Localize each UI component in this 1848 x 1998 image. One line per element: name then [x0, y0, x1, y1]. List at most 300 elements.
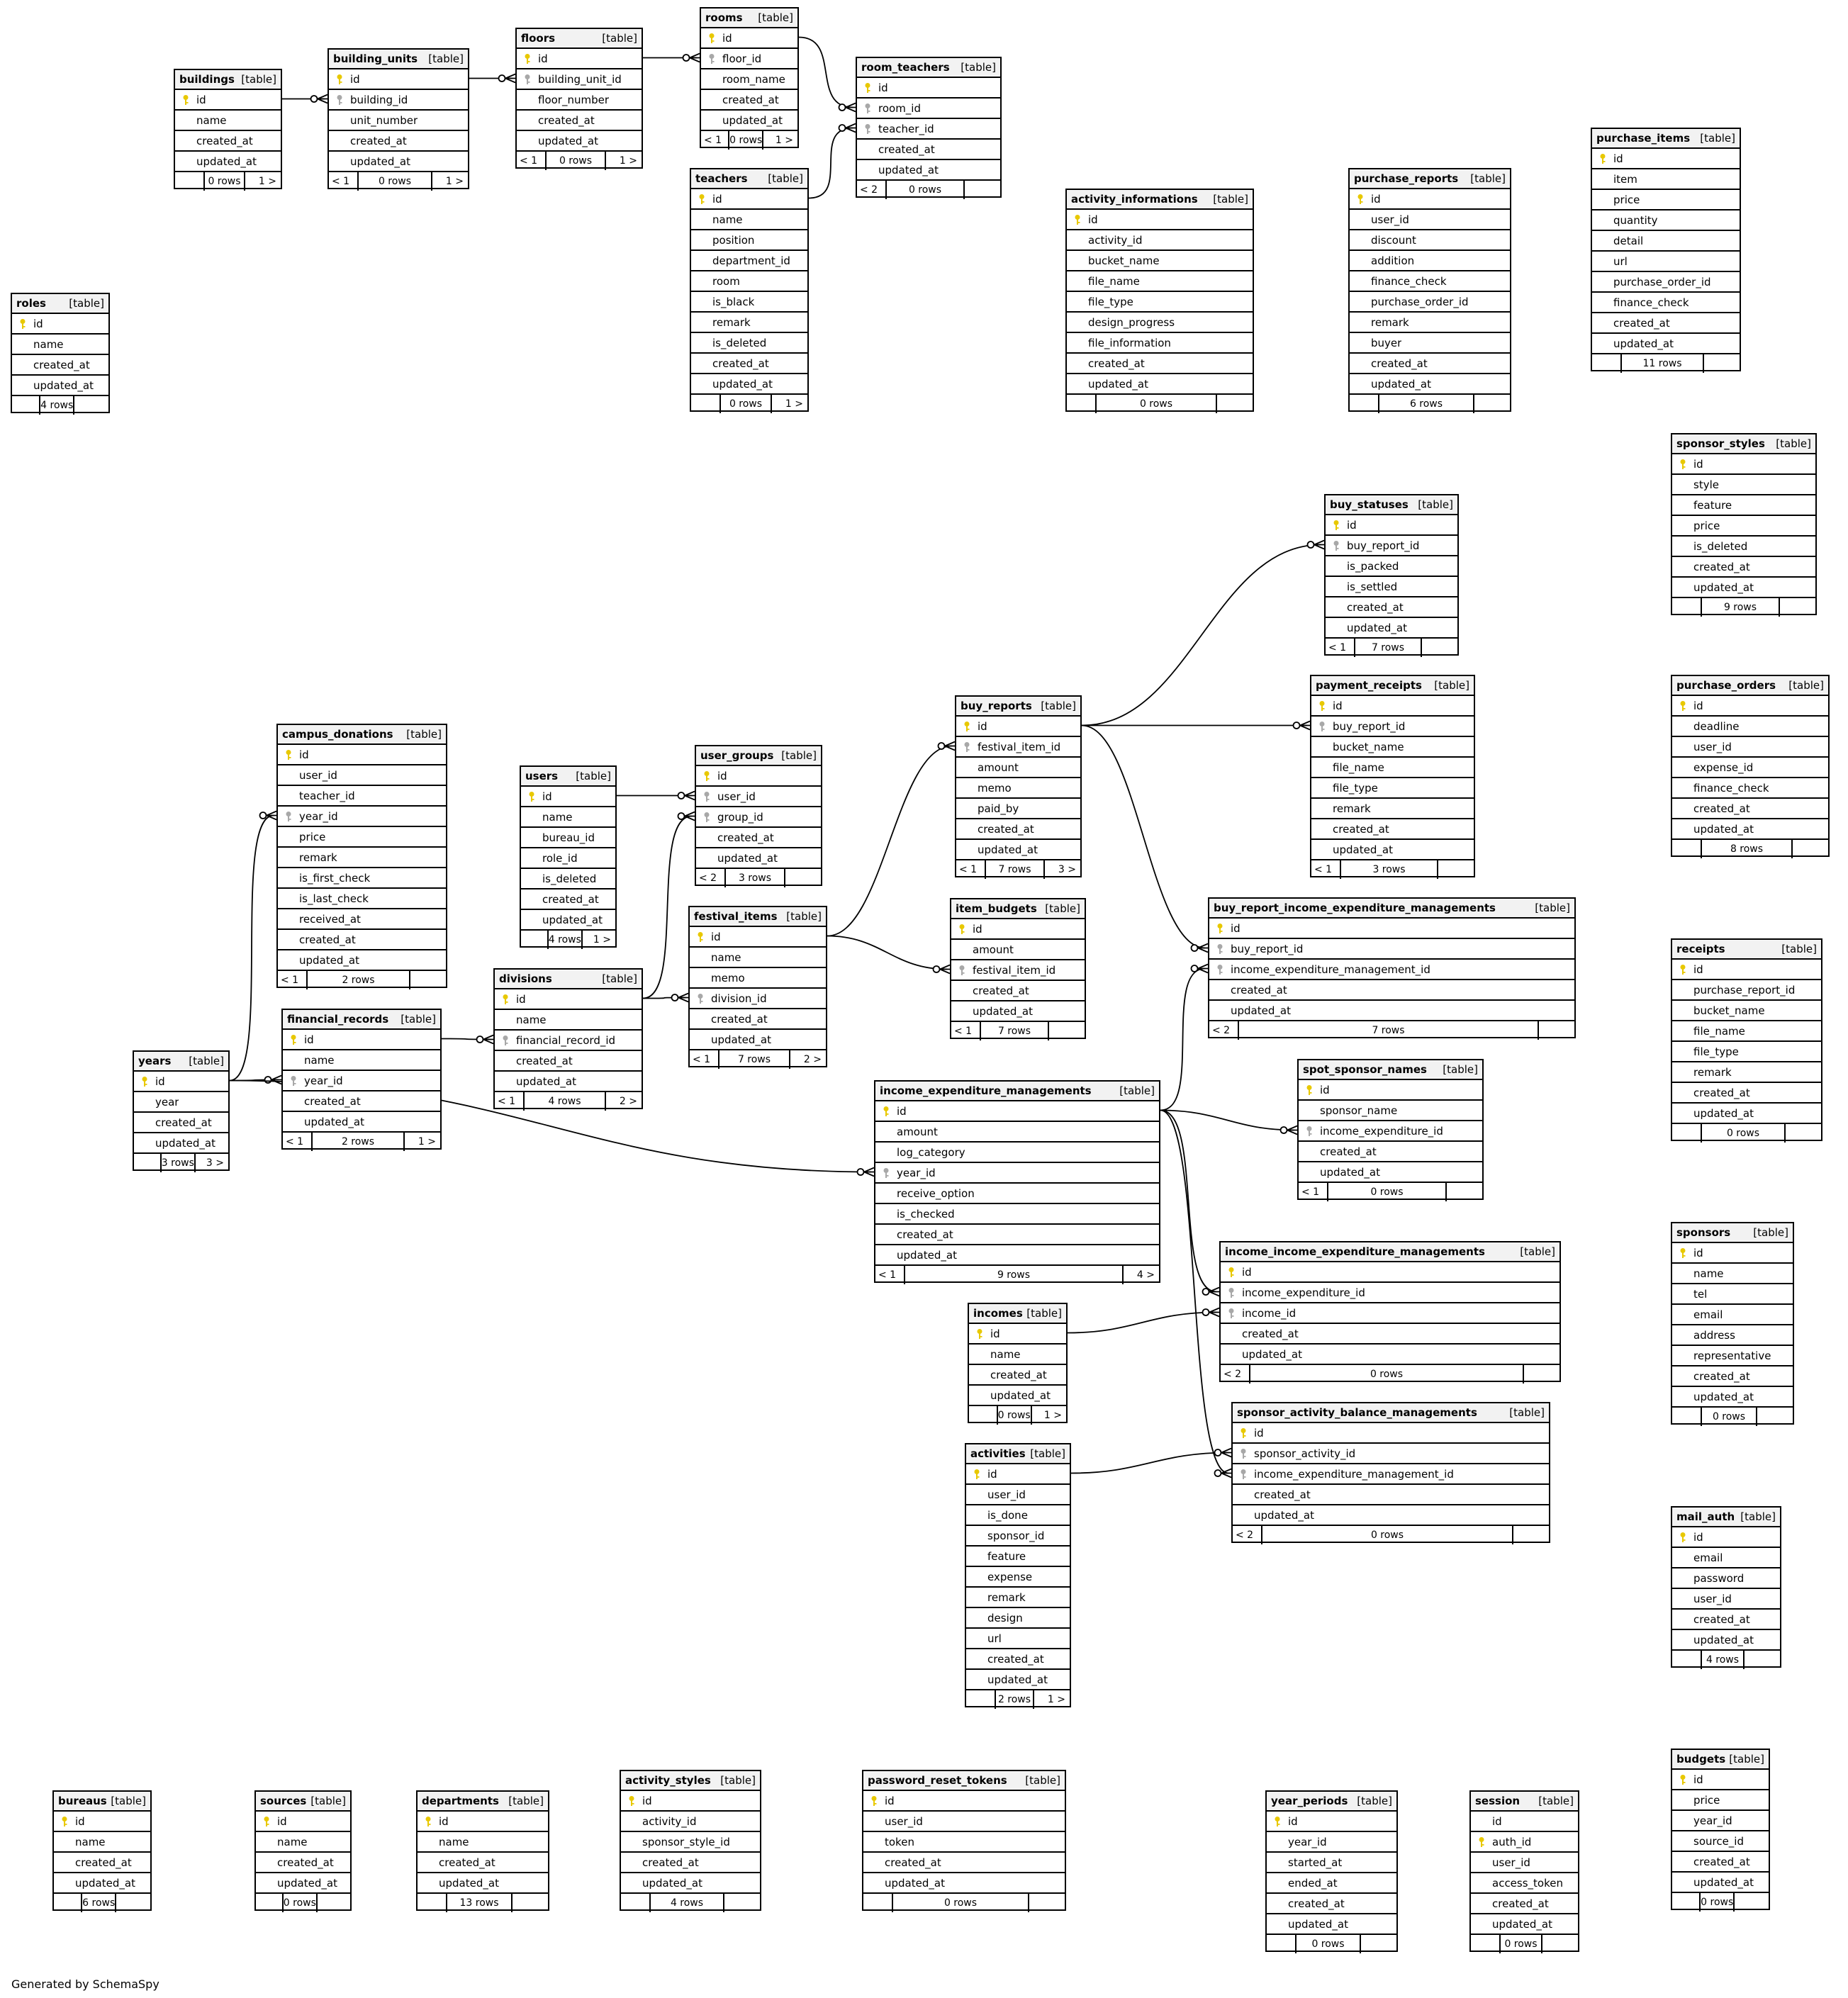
- column-row[interactable]: [1350, 210, 1510, 230]
- column-row[interactable]: [1267, 1873, 1396, 1894]
- column-row[interactable]: [1672, 758, 1828, 778]
- column-row[interactable]: [951, 919, 1085, 940]
- column-row[interactable]: [1311, 696, 1474, 717]
- column-row[interactable]: [175, 152, 281, 172]
- column-row[interactable]: [875, 1204, 1159, 1225]
- column-row[interactable]: [951, 940, 1085, 960]
- column-row[interactable]: [12, 314, 108, 335]
- column-row[interactable]: [175, 90, 281, 111]
- children-nav[interactable]: 1 >: [418, 1136, 436, 1147]
- table-name[interactable]: year_periods: [1271, 1795, 1348, 1807]
- column-row[interactable]: [875, 1143, 1159, 1163]
- table-name[interactable]: password_reset_tokens: [868, 1774, 1007, 1787]
- table-user-groups[interactable]: [695, 745, 822, 886]
- column-row[interactable]: [691, 292, 807, 313]
- column-row[interactable]: [1311, 799, 1474, 819]
- parents-nav[interactable]: [1672, 840, 1702, 858]
- parents-nav[interactable]: [1267, 1935, 1297, 1953]
- table-name[interactable]: bureaus: [58, 1795, 107, 1807]
- column-row[interactable]: [495, 989, 642, 1010]
- column-row[interactable]: [1672, 1790, 1769, 1811]
- column-row[interactable]: [1672, 1873, 1769, 1893]
- column-row[interactable]: [283, 1050, 440, 1071]
- table-buy-statuses[interactable]: [1324, 494, 1459, 656]
- column-row[interactable]: [696, 848, 821, 869]
- table-name[interactable]: user_groups: [700, 749, 774, 762]
- column-row[interactable]: [1672, 1083, 1821, 1104]
- column-row[interactable]: [621, 1832, 760, 1853]
- column-row[interactable]: [701, 90, 797, 111]
- column-row[interactable]: [1326, 536, 1457, 556]
- column-row[interactable]: [875, 1225, 1159, 1245]
- column-row[interactable]: [418, 1832, 548, 1853]
- column-row[interactable]: [517, 69, 642, 90]
- column-row[interactable]: [1350, 354, 1510, 374]
- column-row[interactable]: [691, 251, 807, 271]
- table-buildings[interactable]: [174, 69, 282, 189]
- column-row[interactable]: [521, 828, 615, 848]
- table-teachers[interactable]: [690, 168, 809, 412]
- column-row[interactable]: [1233, 1505, 1549, 1526]
- children-nav[interactable]: [410, 971, 446, 989]
- table-sponsor-activity-balance-managements[interactable]: [1231, 1402, 1550, 1543]
- column-row[interactable]: [966, 1526, 1070, 1547]
- column-row[interactable]: [521, 889, 615, 910]
- column-row[interactable]: [691, 210, 807, 230]
- table-name[interactable]: income_expenditure_managements: [880, 1084, 1092, 1097]
- column-row[interactable]: [1267, 1832, 1396, 1853]
- column-row[interactable]: [517, 49, 642, 69]
- children-nav[interactable]: [1438, 860, 1474, 879]
- children-nav[interactable]: 1 >: [1047, 1694, 1065, 1705]
- column-row[interactable]: [1672, 1366, 1793, 1387]
- column-row[interactable]: [966, 1588, 1070, 1608]
- parents-nav[interactable]: < 1: [875, 1266, 905, 1284]
- column-row[interactable]: [701, 28, 797, 49]
- column-row[interactable]: [1350, 292, 1510, 313]
- column-row[interactable]: [1672, 1568, 1780, 1589]
- table-name[interactable]: floors: [521, 32, 556, 45]
- column-row[interactable]: [1067, 251, 1253, 271]
- children-nav[interactable]: [513, 1894, 548, 1912]
- column-row[interactable]: [1672, 495, 1815, 516]
- table-name[interactable]: sponsor_styles: [1676, 437, 1765, 450]
- column-row[interactable]: [1592, 149, 1740, 169]
- column-row[interactable]: [283, 1091, 440, 1112]
- column-row[interactable]: [1672, 1001, 1821, 1021]
- parents-nav[interactable]: < 1: [495, 1092, 525, 1111]
- column-row[interactable]: [857, 119, 1000, 140]
- table-mail-auth[interactable]: [1671, 1506, 1781, 1668]
- column-row[interactable]: [969, 1365, 1066, 1386]
- column-row[interactable]: [956, 819, 1080, 840]
- column-row[interactable]: [278, 950, 446, 971]
- children-nav[interactable]: [724, 1894, 760, 1912]
- parents-nav[interactable]: [175, 172, 205, 191]
- table-name[interactable]: sponsor_activity_balance_managements: [1237, 1406, 1477, 1419]
- column-row[interactable]: [1592, 272, 1740, 293]
- column-row[interactable]: [1471, 1812, 1578, 1832]
- column-row[interactable]: [1233, 1464, 1549, 1485]
- column-row[interactable]: [283, 1071, 440, 1091]
- column-row[interactable]: [1592, 313, 1740, 334]
- column-row[interactable]: [521, 848, 615, 869]
- column-row[interactable]: [1592, 211, 1740, 231]
- column-row[interactable]: [1672, 1021, 1821, 1042]
- parents-nav[interactable]: < 1: [956, 860, 986, 879]
- column-row[interactable]: [696, 828, 821, 848]
- table-buy-reports[interactable]: [955, 695, 1082, 877]
- table-rooms[interactable]: [700, 7, 799, 148]
- column-row[interactable]: [1350, 271, 1510, 292]
- parents-nav[interactable]: < 1: [951, 1022, 981, 1040]
- column-row[interactable]: [690, 1030, 826, 1050]
- parents-nav[interactable]: < 1: [1326, 639, 1355, 657]
- parents-nav[interactable]: < 1: [329, 172, 359, 191]
- parents-nav[interactable]: [418, 1894, 447, 1912]
- column-row[interactable]: [517, 131, 642, 152]
- parents-nav[interactable]: [621, 1894, 651, 1912]
- column-row[interactable]: [696, 766, 821, 787]
- parents-nav[interactable]: [12, 396, 40, 415]
- column-row[interactable]: [863, 1832, 1065, 1853]
- table-name[interactable]: buy_reports: [961, 700, 1032, 712]
- table-name[interactable]: session: [1475, 1795, 1521, 1807]
- children-nav[interactable]: [1524, 1365, 1559, 1384]
- table-name[interactable]: purchase_items: [1596, 132, 1691, 145]
- column-row[interactable]: [1350, 374, 1510, 395]
- table-sources[interactable]: [254, 1790, 352, 1911]
- column-row[interactable]: [875, 1245, 1159, 1266]
- column-row[interactable]: [521, 869, 615, 889]
- column-row[interactable]: [1067, 313, 1253, 333]
- table-users[interactable]: [520, 765, 617, 948]
- table-name[interactable]: activity_styles: [625, 1774, 711, 1787]
- column-row[interactable]: [1672, 1387, 1793, 1408]
- parents-nav[interactable]: < 1: [1299, 1183, 1328, 1201]
- column-row[interactable]: [1311, 778, 1474, 799]
- column-row[interactable]: [521, 910, 615, 931]
- children-nav[interactable]: 1 >: [1043, 1410, 1062, 1421]
- table-name[interactable]: sources: [260, 1795, 307, 1807]
- column-row[interactable]: [863, 1791, 1065, 1812]
- column-row[interactable]: [1672, 696, 1828, 717]
- column-row[interactable]: [1672, 778, 1828, 799]
- column-row[interactable]: [951, 960, 1085, 981]
- parents-nav[interactable]: < 1: [283, 1133, 313, 1151]
- column-row[interactable]: [54, 1853, 150, 1873]
- column-row[interactable]: [857, 140, 1000, 160]
- column-row[interactable]: [1326, 577, 1457, 597]
- column-row[interactable]: [966, 1485, 1070, 1505]
- table-name[interactable]: festival_items: [694, 910, 778, 923]
- column-row[interactable]: [690, 989, 826, 1009]
- table-name[interactable]: roles: [16, 297, 46, 310]
- table-room-teachers[interactable]: [856, 57, 1002, 198]
- column-row[interactable]: [1326, 597, 1457, 618]
- table-name[interactable]: payment_receipts: [1316, 679, 1422, 692]
- column-row[interactable]: [1672, 799, 1828, 819]
- column-row[interactable]: [495, 1031, 642, 1051]
- column-row[interactable]: [1672, 717, 1828, 737]
- column-row[interactable]: [278, 909, 446, 930]
- table-name[interactable]: years: [138, 1055, 172, 1067]
- table-budgets[interactable]: [1671, 1749, 1770, 1910]
- column-row[interactable]: [1067, 292, 1253, 313]
- table-name[interactable]: activity_informations: [1071, 193, 1198, 206]
- column-row[interactable]: [690, 927, 826, 948]
- column-row[interactable]: [1672, 537, 1815, 557]
- column-row[interactable]: [1267, 1853, 1396, 1873]
- column-row[interactable]: [1672, 1548, 1780, 1568]
- column-row[interactable]: [256, 1853, 350, 1873]
- children-nav[interactable]: [785, 869, 821, 887]
- children-nav[interactable]: 4 >: [1136, 1269, 1155, 1281]
- table-name[interactable]: budgets: [1676, 1753, 1726, 1766]
- column-row[interactable]: [1672, 1770, 1769, 1790]
- parents-nav[interactable]: [521, 931, 549, 949]
- parents-nav[interactable]: [966, 1690, 996, 1709]
- column-row[interactable]: [863, 1853, 1065, 1873]
- children-nav[interactable]: 3 >: [1058, 864, 1076, 875]
- children-nav[interactable]: [116, 1894, 150, 1912]
- column-row[interactable]: [1067, 230, 1253, 251]
- column-row[interactable]: [1471, 1832, 1578, 1853]
- children-nav[interactable]: [1029, 1894, 1065, 1912]
- column-row[interactable]: [951, 981, 1085, 1001]
- column-row[interactable]: [1672, 1811, 1769, 1831]
- parents-nav[interactable]: < 2: [696, 869, 726, 887]
- table-purchase-orders[interactable]: [1671, 675, 1830, 857]
- column-row[interactable]: [1471, 1914, 1578, 1935]
- table-password-reset-tokens[interactable]: [862, 1770, 1066, 1911]
- parents-nav[interactable]: [1672, 1893, 1701, 1912]
- column-row[interactable]: [1350, 313, 1510, 333]
- column-row[interactable]: [621, 1853, 760, 1873]
- table-roles[interactable]: [11, 293, 110, 413]
- children-nav[interactable]: [1786, 1124, 1821, 1143]
- column-row[interactable]: [1672, 557, 1815, 578]
- column-row[interactable]: [521, 807, 615, 828]
- table-name[interactable]: teachers: [695, 172, 748, 185]
- parents-nav[interactable]: [1672, 1124, 1702, 1143]
- column-row[interactable]: [1592, 190, 1740, 211]
- parents-nav[interactable]: < 1: [690, 1050, 719, 1069]
- column-row[interactable]: [691, 189, 807, 210]
- column-row[interactable]: [956, 717, 1080, 737]
- column-row[interactable]: [278, 786, 446, 807]
- table-payment-receipts[interactable]: [1310, 675, 1475, 877]
- column-row[interactable]: [956, 840, 1080, 860]
- parents-nav[interactable]: [134, 1154, 162, 1172]
- column-row[interactable]: [1672, 454, 1815, 475]
- column-row[interactable]: [495, 1051, 642, 1072]
- column-row[interactable]: [1267, 1914, 1396, 1935]
- children-nav[interactable]: [318, 1894, 350, 1912]
- column-row[interactable]: [1350, 333, 1510, 354]
- column-row[interactable]: [691, 313, 807, 333]
- children-nav[interactable]: [1542, 1935, 1578, 1953]
- children-nav[interactable]: [1735, 1893, 1769, 1912]
- column-row[interactable]: [1672, 1325, 1793, 1346]
- column-row[interactable]: [966, 1505, 1070, 1526]
- table-bureaus[interactable]: [52, 1790, 152, 1911]
- column-row[interactable]: [1311, 758, 1474, 778]
- table-name[interactable]: rooms: [705, 11, 743, 24]
- column-row[interactable]: [1299, 1080, 1482, 1101]
- column-row[interactable]: [1209, 939, 1574, 960]
- table-departments[interactable]: [416, 1790, 549, 1911]
- parents-nav[interactable]: [1672, 1408, 1702, 1426]
- column-row[interactable]: [278, 765, 446, 786]
- column-row[interactable]: [1672, 1264, 1793, 1284]
- column-row[interactable]: [1592, 231, 1740, 252]
- column-row[interactable]: [857, 160, 1000, 181]
- column-row[interactable]: [54, 1873, 150, 1894]
- parents-nav[interactable]: < 2: [857, 181, 887, 199]
- column-row[interactable]: [1267, 1812, 1396, 1832]
- column-row[interactable]: [134, 1092, 228, 1113]
- children-nav[interactable]: 1 >: [445, 176, 464, 187]
- table-item-budgets[interactable]: [950, 898, 1086, 1039]
- column-row[interactable]: [857, 99, 1000, 119]
- table-name[interactable]: buy_report_income_expenditure_managements: [1214, 902, 1496, 914]
- parents-nav[interactable]: [1592, 354, 1622, 373]
- column-row[interactable]: [495, 1010, 642, 1031]
- table-income-expenditure-managements[interactable]: [874, 1080, 1160, 1283]
- table-name[interactable]: purchase_reports: [1354, 172, 1459, 185]
- table-name[interactable]: buildings: [179, 73, 235, 86]
- column-row[interactable]: [1471, 1894, 1578, 1914]
- column-row[interactable]: [966, 1567, 1070, 1588]
- parents-nav[interactable]: [1672, 598, 1702, 617]
- column-row[interactable]: [1221, 1303, 1559, 1324]
- column-row[interactable]: [1221, 1262, 1559, 1283]
- column-row[interactable]: [1672, 1346, 1793, 1366]
- column-row[interactable]: [278, 848, 446, 868]
- children-nav[interactable]: [1513, 1526, 1549, 1544]
- column-row[interactable]: [696, 787, 821, 807]
- table-name[interactable]: income_income_expenditure_managements: [1225, 1245, 1485, 1258]
- column-row[interactable]: [701, 69, 797, 90]
- column-row[interactable]: [690, 948, 826, 968]
- column-row[interactable]: [1672, 1852, 1769, 1873]
- column-row[interactable]: [1350, 189, 1510, 210]
- column-row[interactable]: [875, 1184, 1159, 1204]
- column-row[interactable]: [701, 111, 797, 131]
- column-row[interactable]: [278, 868, 446, 889]
- column-row[interactable]: [1672, 960, 1821, 980]
- table-name[interactable]: mail_auth: [1676, 1510, 1735, 1523]
- column-row[interactable]: [691, 354, 807, 374]
- column-row[interactable]: [1299, 1162, 1482, 1183]
- parents-nav[interactable]: [1350, 395, 1379, 413]
- column-row[interactable]: [956, 758, 1080, 778]
- column-row[interactable]: [1067, 271, 1253, 292]
- column-row[interactable]: [1311, 717, 1474, 737]
- column-row[interactable]: [956, 799, 1080, 819]
- children-nav[interactable]: [1780, 598, 1815, 617]
- column-row[interactable]: [256, 1812, 350, 1832]
- table-buy-report-income-expenditure-managements[interactable]: [1208, 897, 1576, 1038]
- column-row[interactable]: [54, 1812, 150, 1832]
- parents-nav[interactable]: [691, 395, 721, 413]
- column-row[interactable]: [418, 1812, 548, 1832]
- column-row[interactable]: [134, 1133, 228, 1154]
- column-row[interactable]: [517, 111, 642, 131]
- parents-nav[interactable]: [1471, 1935, 1501, 1953]
- column-row[interactable]: [1311, 819, 1474, 840]
- column-row[interactable]: [691, 374, 807, 395]
- table-financial-records[interactable]: [281, 1009, 442, 1150]
- children-nav[interactable]: [1793, 840, 1828, 858]
- column-row[interactable]: [329, 111, 468, 131]
- children-nav[interactable]: 1 >: [258, 176, 276, 187]
- column-row[interactable]: [969, 1345, 1066, 1365]
- column-row[interactable]: [283, 1112, 440, 1133]
- column-row[interactable]: [1221, 1283, 1559, 1303]
- parents-nav[interactable]: < 2: [1221, 1365, 1250, 1384]
- column-row[interactable]: [1233, 1485, 1549, 1505]
- column-row[interactable]: [283, 1030, 440, 1050]
- table-name[interactable]: spot_sponsor_names: [1303, 1063, 1427, 1076]
- table-festival-items[interactable]: [688, 906, 827, 1067]
- column-row[interactable]: [1067, 374, 1253, 395]
- column-row[interactable]: [1672, 1243, 1793, 1264]
- column-row[interactable]: [278, 889, 446, 909]
- column-row[interactable]: [956, 778, 1080, 799]
- column-row[interactable]: [12, 335, 108, 355]
- column-row[interactable]: [1672, 1305, 1793, 1325]
- column-row[interactable]: [329, 69, 468, 90]
- table-incomes[interactable]: [968, 1303, 1068, 1423]
- column-row[interactable]: [12, 355, 108, 376]
- column-row[interactable]: [54, 1832, 150, 1853]
- column-row[interactable]: [1350, 230, 1510, 251]
- parents-nav[interactable]: < 1: [517, 152, 547, 170]
- column-row[interactable]: [329, 90, 468, 111]
- column-row[interactable]: [329, 131, 468, 152]
- column-row[interactable]: [1592, 334, 1740, 354]
- parents-nav[interactable]: < 1: [1311, 860, 1341, 879]
- table-year-periods[interactable]: [1265, 1790, 1398, 1952]
- column-row[interactable]: [1326, 515, 1457, 536]
- table-name[interactable]: sponsors: [1676, 1226, 1731, 1239]
- column-row[interactable]: [418, 1853, 548, 1873]
- parents-nav[interactable]: [1067, 395, 1097, 413]
- column-row[interactable]: [691, 333, 807, 354]
- table-activities[interactable]: [965, 1443, 1071, 1707]
- column-row[interactable]: [1672, 1610, 1780, 1630]
- column-row[interactable]: [863, 1812, 1065, 1832]
- children-nav[interactable]: 1 >: [775, 135, 793, 146]
- children-nav[interactable]: [1422, 639, 1457, 657]
- parents-nav[interactable]: < 2: [1233, 1526, 1262, 1544]
- parents-nav[interactable]: [863, 1894, 893, 1912]
- column-row[interactable]: [966, 1670, 1070, 1690]
- column-row[interactable]: [256, 1832, 350, 1853]
- column-row[interactable]: [1672, 1284, 1793, 1305]
- column-row[interactable]: [1672, 578, 1815, 598]
- column-row[interactable]: [1267, 1894, 1396, 1914]
- table-divisions[interactable]: [493, 968, 643, 1109]
- table-years[interactable]: [133, 1050, 230, 1171]
- table-building-units[interactable]: [327, 48, 469, 189]
- column-row[interactable]: [12, 376, 108, 396]
- column-row[interactable]: [875, 1122, 1159, 1143]
- column-row[interactable]: [951, 1001, 1085, 1022]
- column-row[interactable]: [1672, 1589, 1780, 1610]
